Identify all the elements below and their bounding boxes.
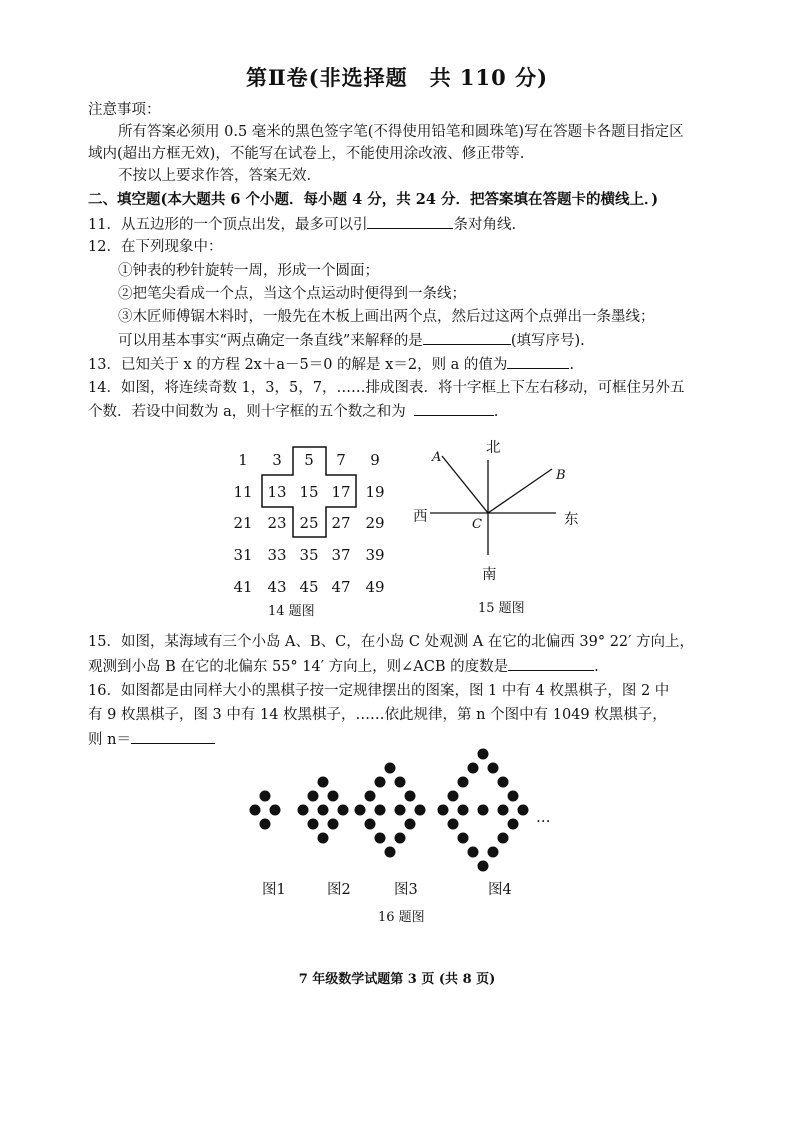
q13-text: 13．已知关于 x 的方程 2x＋a－5＝0 的解是 x＝2，则 a 的值为 [88, 357, 508, 373]
compass-north-label: 北 [486, 440, 501, 456]
point-a-label: A [432, 450, 442, 465]
grid-number: 31 [233, 546, 253, 564]
fig16-label-2: 图2 [327, 882, 351, 898]
q12-ask-text: 可以用基本事实“两点确定一条直线”来解释的是 [118, 333, 423, 349]
grid-number: 45 [299, 578, 319, 596]
notice-line-1: 所有答案必须用 0.5 毫米的黑色签字笔(不得使用铅笔和圆珠笔)写在答题卡各题目指定区 [118, 124, 684, 140]
page-footer: 7 年级数学试题第 3 页 (共 8 页) [298, 972, 496, 987]
q14-suffix: . [493, 404, 499, 420]
fig16-label-3: 图3 [394, 882, 418, 898]
pattern-2 [298, 777, 349, 844]
grid-number: 29 [365, 514, 385, 532]
question-14-line-1: 14．如图，将连续奇数 1，3，5，7，……排成图表．将十字框上下左右移动，可框住另外五 [88, 380, 685, 396]
grid-number: 25 [299, 514, 319, 532]
grid-number: 15 [299, 483, 319, 501]
compass-east-label: 东 [564, 512, 579, 528]
q15-suffix: . [594, 659, 599, 675]
notice-line-3: 不按以上要求作答，答案无效. [118, 168, 312, 184]
point-b-label: B [556, 468, 566, 483]
grid-number: 39 [365, 546, 385, 564]
grid-number: 5 [304, 451, 314, 469]
notice-line-2: 域内(超出方框无效)，不能写在试卷上，不能使用涂改液、修正带等. [88, 146, 525, 162]
pattern-4 [438, 749, 529, 872]
grid-number: 1 [238, 451, 248, 469]
q11-text: 11．从五边形的一个顶点出发，最多可以引 [88, 217, 368, 233]
question-16-line-1: 16．如图都是由同样大小的黑棋子按一定规律摆出的图案，图 1 中有 4 枚黑棋子，图 2 中 [88, 683, 670, 699]
question-15-line-1: 15．如图，某海域有三个小岛 A、B、C，在小岛 C 处观测 A 在它的北偏西 39° 22′ 方向上， [88, 634, 695, 650]
fig16-label-4: 图4 [488, 882, 512, 898]
pattern-3 [355, 763, 426, 858]
q11-suffix: 条对角线. [453, 217, 517, 233]
grid-number: 35 [299, 546, 319, 564]
q14-text: 个数．若设中间数为 a，则十字框的五个数之和为 [88, 404, 406, 420]
grid-number: 17 [331, 483, 351, 501]
question-12-option-2: ②把笔尖看成一个点，当这个点运动时便得到一条线； [118, 286, 466, 302]
fig14-caption: 14 题图 [268, 604, 315, 619]
grid-number: 11 [233, 483, 253, 501]
q15-text: 观测到小岛 B 在它的北偏东 55° 14′ 方向上，则∠ACB 的度数是 [88, 659, 509, 675]
question-12-option-1: ①钟表的秒针旋转一周，形成一个圆面； [118, 263, 379, 279]
pattern-ellipsis: … [536, 810, 551, 826]
fig15-caption: 15 题图 [478, 601, 525, 616]
q12-ask-suffix: (填写序号). [510, 333, 585, 349]
grid-number: 13 [267, 483, 287, 501]
grid-number: 27 [331, 514, 351, 532]
grid-number: 7 [336, 451, 346, 469]
grid-number: 9 [370, 451, 380, 469]
section-heading: 二、填空题(本大题共 6 个小题．每小题 4 分，共 24 分．把答案填在答题卡的横线上．) [88, 191, 659, 208]
question-12-option-3: ③木匠师傅锯木料时，一般先在木板上画出两个点，然后过这两个点弹出一条墨线； [118, 309, 655, 325]
grid-number: 3 [272, 451, 282, 469]
fig16-caption: 16 题图 [378, 910, 425, 925]
grid-number: 37 [331, 546, 351, 564]
point-c-label: C [472, 517, 482, 532]
q16-text: 则 n＝ [88, 732, 131, 748]
grid-number: 19 [365, 483, 385, 501]
q13-suffix: . [569, 357, 575, 373]
compass-south-label: 南 [482, 567, 497, 583]
grid-number: 41 [233, 578, 253, 596]
question-16-line-2: 有 9 枚黑棋子，图 3 中有 14 枚黑棋子，……依此规律，第 n 个图中有 1049 枚黑棋子， [88, 707, 667, 723]
grid-number: 49 [365, 578, 385, 596]
pattern-1 [250, 791, 281, 830]
question-12-stem: 12．在下列现象中： [88, 239, 223, 255]
grid-number: 43 [267, 578, 287, 596]
notice-heading: 注意事项： [88, 102, 161, 118]
compass-west-label: 西 [413, 509, 428, 525]
grid-number: 23 [267, 514, 287, 532]
grid-number: 21 [233, 514, 253, 532]
grid-number: 47 [331, 578, 351, 596]
fig16-label-1: 图1 [262, 882, 286, 898]
page-title: 第Ⅱ卷(非选择题 共 110 分) [245, 65, 549, 90]
grid-number: 33 [267, 546, 287, 564]
